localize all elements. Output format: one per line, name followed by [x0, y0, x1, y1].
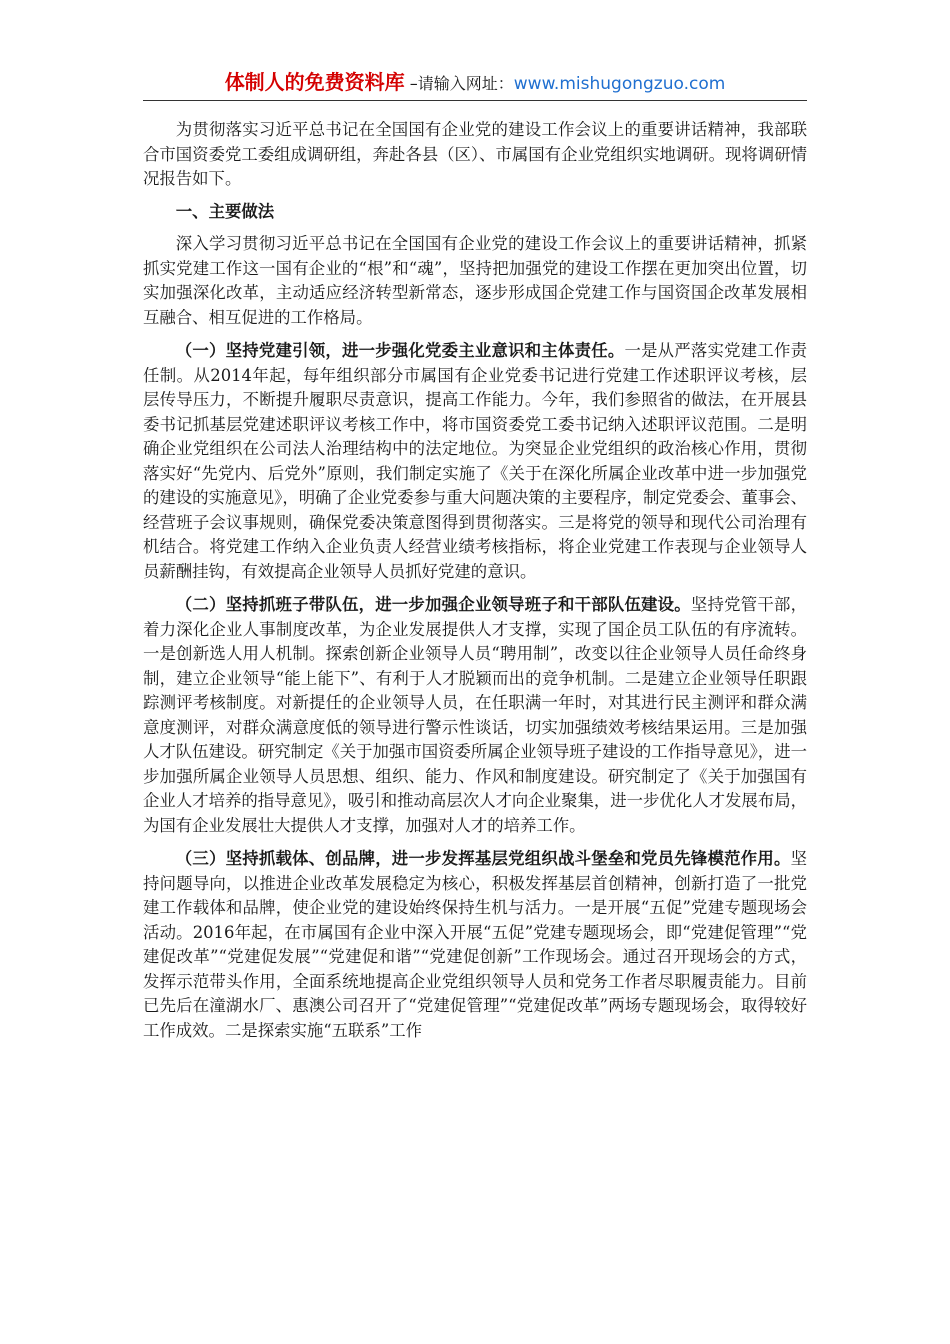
- subsection-2-paragraph: [143, 593, 807, 838]
- subsection-3-body: 坚持问题导向，以推进企业改革发展稳定为核心，积极发挥基层首创精神，创新打造了一批党建工作载体和品牌，使企业党的建设始终保持生机与活力。一是开展“五促”党建专题现场会活动。2016年起，在市属国有企业中深入开展“五促”党建专题现场会，即“党建促管理”“党建促改革”“党建促发展”“党建促和谐”“党建促创新”工作现场会。通过召开现场会的方式，发挥示范带头作用，全面系统地提高企业党组织领导人员和党务工作者尽职履责能力。目前已先后在潼湖水厂、惠澳公司召开了“党建促管理”“党建促改革”两场专题现场会，取得较好工作成效。二是探索实施“五联系”工作: [143, 849, 807, 1040]
- header-divider: [143, 100, 807, 101]
- subsection-3-paragraph: [143, 847, 807, 1043]
- section-paragraph: 深入学习贯彻习近平总书记在全国国有企业党的建设工作会议上的重要讲话精神，抓紧抓实党建工作这一国有企业的“根”和“魂”，坚持把加强党的建设工作摆在更加突出位置，切实加强深化改革，主动适应经济转型新常态，逐步形成国企党建工作与国资国企改革发展相互融合、相互促进的工作格局。: [143, 234, 807, 327]
- header-separator: –请输入网址：: [404, 74, 514, 93]
- document-body: [143, 118, 807, 1043]
- site-url-link[interactable]: www.mishugongzuo.com: [513, 74, 726, 94]
- section-heading: 一、主要做法: [175, 201, 275, 221]
- site-header: [143, 66, 807, 100]
- intro-paragraph: 为贯彻落实习近平总书记在全国国有企业党的建设工作会议上的重要讲话精神，我部联合市国资委党工委组成调研组，奔赴各县（区）、市属国有企业党组织实地调研。现将调研情况报告如下。: [143, 120, 807, 188]
- subsection-1-body: 一是从严落实党建工作责任制。从2014年起，每年组织部分市属国有企业党委书记进行党建工作述职评议考核，层层传导压力，不断提升履职尽责意识，提高工作能力。今年，我们参照省的做法，在开展县委书记抓基层党建述职评议考核工作中，将市国资委党工委书记纳入述职评议范围。二是明确企业党组织在公司法人治理结构中的法定地位。为突显企业党组织的政治核心作用，贯彻落实好“先党内、后党外”原则，我们制定实施了《关于在深化所属企业改革中进一步加强党的建设的实施意见》，明确了企业党委参与重大问题决策的主要程序，制定党委会、董事会、经营班子会议事规则，确保党委决策意图得到贯彻落实。三是将党的领导和现代公司治理有机结合。将党建工作纳入企业负责人经营业绩考核指标，将企业党建工作表现与企业领导人员薪酬挂钩，有效提高企业领导人员抓好党建的意识。: [143, 341, 808, 581]
- subsection-2-title: （二）坚持抓班子带队伍，进一步加强企业领导班子和干部队伍建设。: [175, 595, 691, 614]
- site-brand: 体制人的免费资料库: [224, 70, 405, 94]
- subsection-3-title: （三）坚持抓载体、创品牌，进一步发挥基层党组织战斗堡垒和党员先锋模范作用。: [175, 849, 791, 868]
- subsection-1-title: （一）坚持党建引领，进一步强化党委主业意识和主体责任。: [175, 341, 625, 360]
- subsection-2-body: 坚持党管干部，着力深化企业人事制度改革，为企业发展提供人才支撑，实现了国企员工队伍的有序流转。一是创新选人用人机制。探索创新企业领导人员“聘用制”，改变以往企业领导人员任命终身制，建立企业领导“能上能下”、有利于人才脱颖而出的竞争机制。二是建立企业领导任职跟踪测评考核制度。对新提任的企业领导人员，在任职满一年时，对其进行民主测评和群众满意度测评，对群众满意度低的领导进行警示性谈话，切实加强绩效考核结果运用。三是加强人才队伍建设。研究制定《关于加强市国资委所属企业领导班子建设的工作指导意见》，进一步加强所属企业领导人员思想、组织、能力、作风和制度建设。研究制定了《关于加强国有企业人才培养的指导意见》，吸引和推动高层次人才向企业聚集，进一步优化人才发展布局，为国有企业发展壮大提供人才支撑，加强对人才的培养工作。: [143, 595, 808, 835]
- subsection-1-paragraph: [143, 339, 807, 584]
